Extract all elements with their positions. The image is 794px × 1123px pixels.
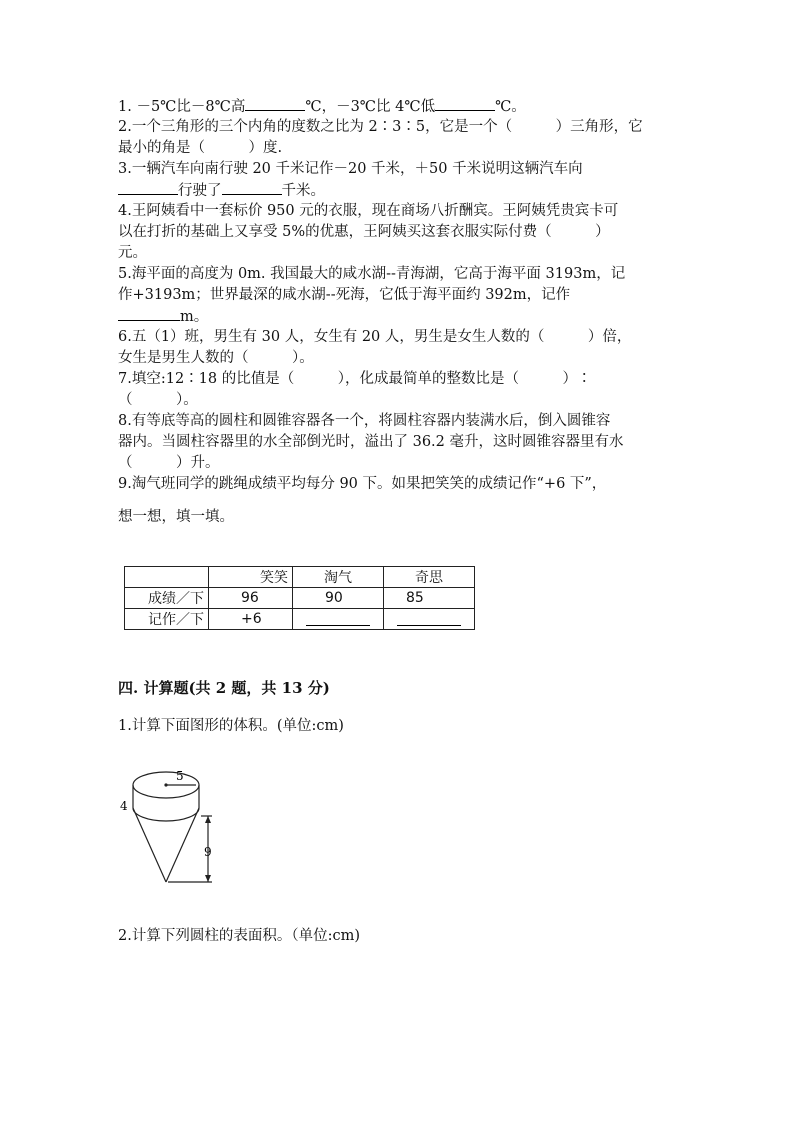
question-3: 3.一辆汽车向南行驶 20 千米记作－20 千米，＋50 千米说明这辆汽车向 行驶了 千米。 <box>118 161 583 199</box>
question-5: 5.海平面的高度为 0m. 我国最大的咸水湖--青海湖，它高于海平面 3193m，记 作+3193m；世界最深的咸水湖--死海，它低于海平面约 392m，记作 m。 <box>118 266 626 325</box>
arrow-up-icon <box>205 816 211 823</box>
table-cell: +6 <box>209 609 293 630</box>
table-cell: 96 <box>209 588 293 609</box>
cylinder-bottom-arc <box>133 808 199 821</box>
answer-cell[interactable] <box>293 609 384 630</box>
cone-height-label: 9 <box>204 845 212 859</box>
question-2: 2.一个三角形的三个内角的度数之比为 2∶3∶5，它是一个（ ）三角形，它 最小的角是（ ）度. <box>118 119 643 156</box>
table-header-taoqi: 淘气 <box>293 567 384 588</box>
answer-blank[interactable] <box>222 180 282 195</box>
answer-blank[interactable] <box>435 96 495 111</box>
question-6: 6.五（1）班，男生有 30 人，女生有 20 人，男生是女生人数的（ ）倍， 女生是男生人数的（ ）。 <box>118 329 632 366</box>
answer-blank[interactable] <box>118 180 178 195</box>
table-cell <box>125 567 209 588</box>
answer-blank[interactable] <box>245 96 305 111</box>
question-7: 7.填空:12∶18 的比值是（ ），化成最简单的整数比是（ ）∶ （ ）。 <box>118 371 592 408</box>
table-cell: 85 <box>384 588 475 609</box>
answer-cell[interactable] <box>384 609 475 630</box>
score-table <box>124 566 475 630</box>
cylinder-cone-figure <box>108 760 228 890</box>
arrow-down-icon <box>205 875 211 882</box>
table-header-xiaoxiao: 笑笑 <box>209 567 293 588</box>
table-header-qisi: 奇思 <box>384 567 475 588</box>
answer-blank[interactable] <box>118 306 180 321</box>
question-8: 8.有等底等高的圆柱和圆锥容器各一个，将圆柱容器内装满水后，倒入圆锥容 器内。当圆柱容器里的水全部倒光时，溢出了 36.2 毫升，这时圆锥容器里有水 （ ）升。 <box>118 413 624 471</box>
table-row <box>125 609 475 630</box>
row-label: 记作／下 <box>125 609 209 630</box>
calc-question-1: 1.计算下面图形的体积。(单位:cm) <box>118 718 344 734</box>
table-cell: 90 <box>293 588 384 609</box>
calc-question-2: 2.计算下列圆柱的表面积。（单位:cm) <box>118 928 360 944</box>
row-label: 成绩／下 <box>125 588 209 609</box>
section-title: 四. 计算题(共 2 题，共 13 分) <box>118 679 330 697</box>
radius-label: 5 <box>176 769 184 783</box>
center-dot <box>164 783 167 786</box>
cylinder-height-label: 4 <box>120 799 128 813</box>
table-header-row <box>125 567 475 588</box>
table-row <box>125 588 475 609</box>
question-4: 4.王阿姨看中一套标价 950 元的衣服，现在商场八折酬宾。王阿姨凭贵宾卡可 以在打折的基础上又享受 5%的优惠，王阿姨买这套衣服实际付费（ ） 元。 <box>118 203 619 261</box>
question-9: 9.淘气班同学的跳绳成绩平均每分 90 下。如果把笑笑的成绩记作“+6 下”， 想一想，填一填。 <box>118 476 607 525</box>
question-1: 1. －5℃比－8℃高 ℃，－3℃比 4℃低 ℃。 <box>118 96 678 118</box>
